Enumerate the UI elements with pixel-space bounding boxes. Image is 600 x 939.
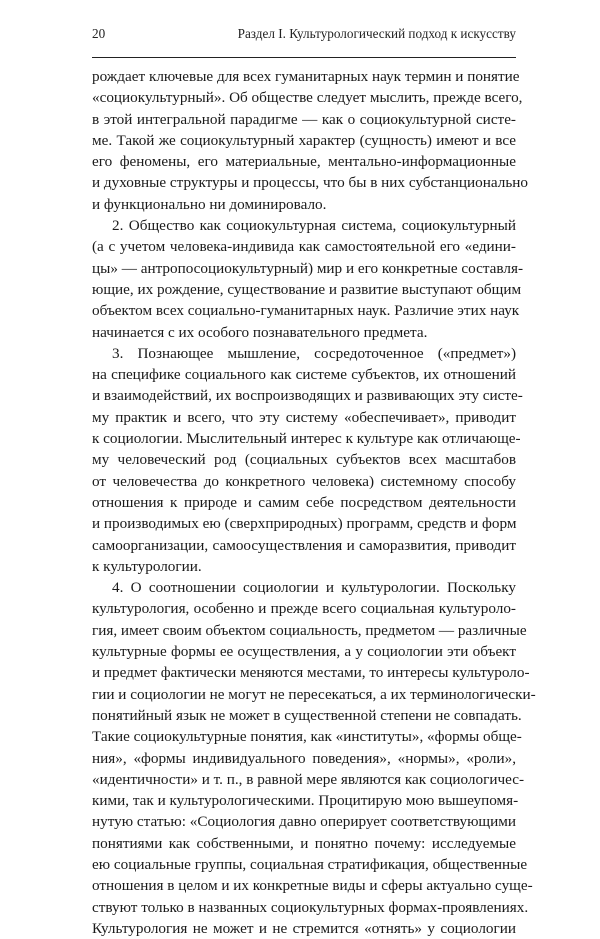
text-line: ствуют только в названных социокультурных формах-проявлениях. [92,898,529,916]
body-text [92,66,536,939]
text-line: ею социальные группы, социальная стратификация, общественные [92,855,528,873]
text-line: отношения в целом и их конкретные виды и сферы актуально суще- [92,877,533,895]
text-line: культурология, особенно и прежде всего социальная культуроло- [92,600,516,618]
text-line: на специфике социального как системе субъектов, их отношений [92,366,516,384]
text-line: цы» — антропосоциокультурный) мир и его конкретные составля- [92,259,524,277]
text-line: му человеческий род (социальных субъектов всех масштабов [92,451,516,469]
text-line: и предмет фактически меняются местами, то интересы культуроло- [92,664,530,682]
text-line: понятийный язык не может в существенной степени не совпадать. [92,706,522,724]
text-line: гии и социологии не могут не пересекаться, а их терминологически- [92,685,536,703]
text-line: и духовные структуры и процессы, что бы в них субстанционально [92,174,528,192]
text-line: ния», «формы индивидуального поведения», «нормы», «роли», [92,749,516,767]
text-line: рождает ключевые для всех гуманитарных наук термин и понятие [92,68,520,85]
text-line: 2. Общество как социокультурная система, социокультурный [112,217,516,235]
text-line: кими, так и культурологическими. Процитирую мою вышеупомя- [92,792,519,810]
text-line: начинается с их особого познавательного предмета. [92,323,428,341]
text-line: и функционально ни доминировало. [92,195,327,213]
text-line: ме. Такой же социокультурный характер (сущность) имеют и все [92,131,516,149]
section-title: Раздел I. Культурологический подход к искусству [237,26,516,41]
text-line: (а с учетом человека-индивида как самостоятельной его «едини- [92,238,516,256]
text-line: «идентичности» и т. п., в равной мере являются как социологичес- [92,770,524,788]
text-line: самоорганизации, самоосуществления и саморазвития, приводит [92,536,516,554]
text-line: к социологии. Мыслительный интерес к культуре как отличающе- [92,430,521,448]
text-line: его феномены, его материальные, ментально-информационные [92,153,516,171]
text-line: ющие, их рождение, существование и развитие выступают общим [92,280,522,298]
text-line: 4. О соотношении социологии и культурологии. Поскольку [112,579,516,597]
text-line: нутую статью: «Социология давно оперирует соответствующими [92,813,516,831]
page-number: 20 [92,26,106,41]
text-line: и взаимодействий, их воспроизводящих и развивающих эту систе- [92,387,523,405]
text-line: «социокультурный». Об обществе следует мыслить, прежде всего, [92,89,523,107]
text-line: Такие социокультурные понятия, как «институты», «формы обще- [92,728,522,746]
header-rule [92,57,516,58]
text-line: 3. Познающее мышление, сосредоточенное («предмет») [112,344,516,362]
text-line: гия, имеет своим объектом социальность, предметом — различные [92,621,527,639]
text-line: от человечества до конкретного человека) системному способу [92,472,516,490]
text-line: в этой интегральной парадигме — как о социокультурной систе- [92,110,516,128]
running-head [92,26,516,46]
text-line: отношения к природе и самим себе посредством деятельности [92,493,516,511]
text-line: му практик и всего, что эту систему «обеспечивает», приводит [92,408,516,426]
text-line: Культурология не может и не стремится «отнять» у социологии [92,919,516,937]
text-line: объектом всех социально-гуманитарных наук. Различие этих наук [92,302,520,320]
text-line: и производимых ею (сверхприродных) программ, средств и форм [92,515,517,533]
text-line: понятиями как собственными, и понятно почему: исследуемые [92,834,516,852]
text-line: культурные формы ее осуществления, а у социологии эти объект [92,643,516,661]
text-line: к культурологии. [92,557,202,575]
